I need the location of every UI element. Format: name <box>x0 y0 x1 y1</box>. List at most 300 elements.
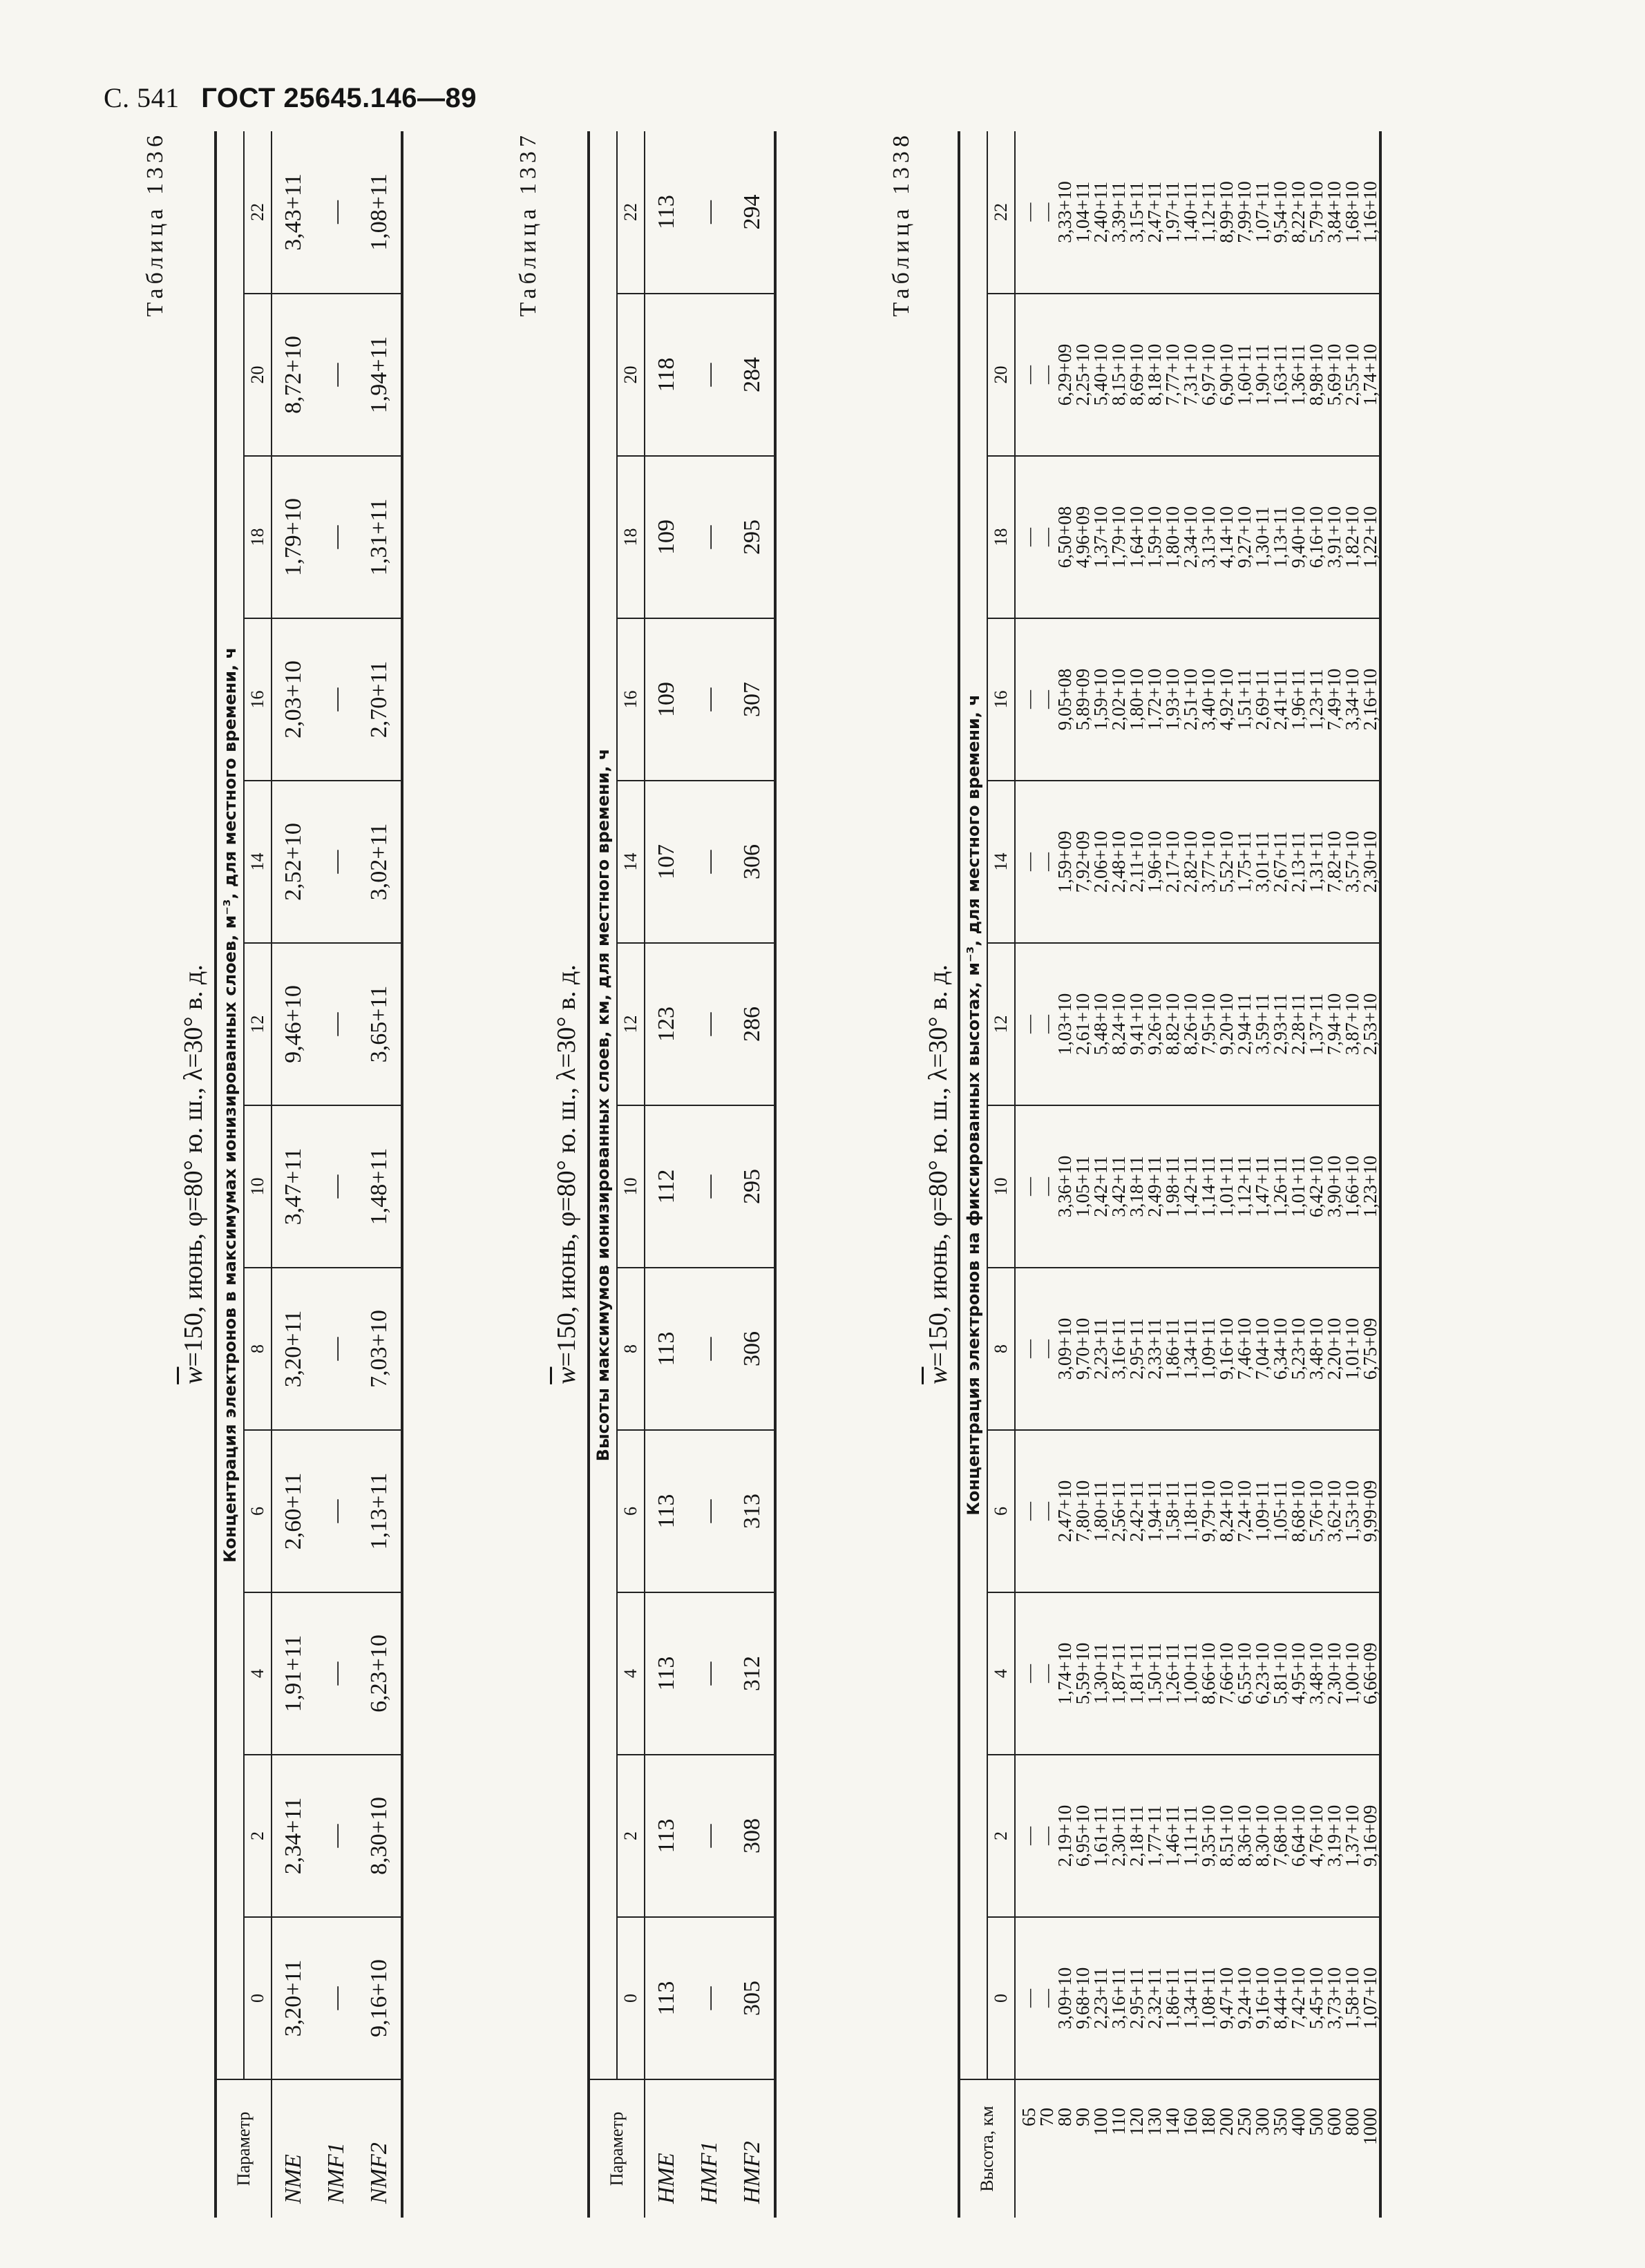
height-header: Высота, км <box>959 2079 1015 2218</box>
table-cell: 1,61+11 <box>1092 1755 1110 1917</box>
table-cell: 2,48+10 <box>1110 781 1128 943</box>
param-header: Параметр <box>216 2079 272 2218</box>
table-cell: 6,55+10 <box>1235 1592 1253 1755</box>
height-value: 350 <box>1270 2108 1291 2136</box>
height-value: 80 <box>1054 2108 1075 2126</box>
hour-header: 18 <box>617 456 645 618</box>
height-value: 130 <box>1144 2108 1165 2136</box>
table-cell: 2,02+10 <box>1110 618 1128 781</box>
table-cell: 2,20+10 <box>1325 1268 1343 1430</box>
height-value: 200 <box>1216 2108 1237 2136</box>
table-cell: 2,40+11 <box>1092 131 1110 294</box>
table-cell: 6,42+10 <box>1307 1105 1325 1268</box>
table-row <box>315 131 358 2218</box>
table-cell: 3,40+10 <box>1199 618 1217 781</box>
table-cell: 312 <box>731 1592 775 1755</box>
table-cell: 2,28+11 <box>1289 943 1307 1105</box>
table-cell: 305 <box>731 1917 775 2079</box>
hour-header: 0 <box>987 1917 1015 2079</box>
table-title <box>546 131 587 2218</box>
table-cell: 3,09+10 <box>1056 1268 1074 1430</box>
table-cell: 4,76+10 <box>1307 1755 1325 1917</box>
hour-header: 14 <box>617 781 645 943</box>
table-cell: 1,68+10 <box>1343 131 1361 294</box>
table-cell: 3,48+10 <box>1307 1268 1325 1430</box>
table-cell: 9,20+10 <box>1217 943 1235 1105</box>
hour-header: 20 <box>987 294 1015 456</box>
table-cell: 3,42+11 <box>1110 1105 1128 1268</box>
table-cell: 286 <box>731 943 775 1105</box>
table-cell: 9,26+10 <box>1145 943 1163 1105</box>
table-cell: 1,80+10 <box>1128 618 1145 781</box>
hour-header: 0 <box>617 1917 645 2079</box>
table-cell: 2,55+10 <box>1343 294 1361 456</box>
title-text: =150, июнь, φ=80° ю. ш., λ=30° в. д. <box>924 964 953 1367</box>
table-cell: 9,40+10 <box>1289 456 1307 618</box>
table-cell: — <box>1038 1592 1056 1755</box>
table-cell: 2,47+11 <box>1145 131 1163 294</box>
table-cell: — <box>1015 1592 1038 1755</box>
table-caption: Таблица 1338 <box>888 131 914 317</box>
table-cell: 6,75+09 <box>1361 1268 1380 1430</box>
table-cell: — <box>1038 618 1056 781</box>
table-cell: 8,22+10 <box>1289 131 1307 294</box>
hour-header: 4 <box>987 1592 1015 1755</box>
table-cell: 5,52+10 <box>1217 781 1235 943</box>
table-cell: 1,37+10 <box>1343 1755 1361 1917</box>
table-cell: 1,12+11 <box>1235 1105 1253 1268</box>
table-cell: 7,82+10 <box>1325 781 1343 943</box>
table-cell: 2,19+10 <box>1056 1755 1074 1917</box>
table-cell: 113 <box>645 1755 688 1917</box>
table-cell: — <box>315 1430 358 1592</box>
table-cell: 2,95+11 <box>1128 1917 1145 2079</box>
table-cell: — <box>1015 618 1038 781</box>
table-cell: 7,42+10 <box>1289 1917 1307 2079</box>
table-cell: 1,05+11 <box>1271 1430 1289 1592</box>
height-value: 140 <box>1162 2108 1183 2136</box>
table-cell: 306 <box>731 1268 775 1430</box>
table-cell: 1,77+11 <box>1145 1755 1163 1917</box>
table-cell: 7,49+10 <box>1325 618 1343 781</box>
table-cell: 1,31+11 <box>1307 781 1325 943</box>
table-cell: 1,46+11 <box>1163 1755 1181 1917</box>
table-cell: — <box>1038 1105 1056 1268</box>
table-row <box>272 131 315 2218</box>
height-value: 1000 <box>1360 2108 1380 2145</box>
table-cell: 2,25+10 <box>1074 294 1092 456</box>
hour-header: 10 <box>244 1105 272 1268</box>
table-row <box>1217 131 1235 2218</box>
table-cell: 2,34+11 <box>272 1755 315 1917</box>
table-cell: 7,04+10 <box>1253 1268 1271 1430</box>
table-cell: 1,23+10 <box>1361 1105 1380 1268</box>
table-cell: — <box>688 618 731 781</box>
table-cell: 1,00+10 <box>1343 1592 1361 1755</box>
table-cell: 1,75+11 <box>1235 781 1253 943</box>
table-caption: Таблица 1336 <box>142 131 168 317</box>
height-value: 800 <box>1342 2108 1362 2136</box>
table-cell: 1,13+11 <box>358 1430 402 1592</box>
table-1337-block <box>511 131 777 2218</box>
table-row <box>688 131 731 2218</box>
table-cell: 3,02+11 <box>358 781 402 943</box>
table-cell: 5,45+10 <box>1307 1917 1325 2079</box>
table-cell: 3,39+11 <box>1110 131 1128 294</box>
group-header: Концентрация электронов в максимумах ионизированных слоев, м⁻³, для местного времени, ч <box>216 131 244 2079</box>
table-cell: 9,16+09 <box>1361 1755 1380 1917</box>
group-header: Концентрация электронов на фиксированных высотах, м⁻³, для местного времени, ч <box>959 131 987 2079</box>
table-cell: 3,20+11 <box>272 1268 315 1430</box>
table-cell: 3,34+10 <box>1343 618 1361 781</box>
table-cell: — <box>1015 131 1038 294</box>
table-cell: 3,01+11 <box>1253 781 1271 943</box>
table-cell: 113 <box>645 131 688 294</box>
table-cell: 8,44+10 <box>1271 1917 1289 2079</box>
table-cell: 1,36+11 <box>1289 294 1307 456</box>
table-cell: — <box>688 943 731 1105</box>
table-cell: 3,15+11 <box>1128 131 1145 294</box>
table-cell: 1,08+11 <box>1199 1917 1217 2079</box>
table-cell: 8,66+10 <box>1199 1592 1217 1755</box>
hour-header: 10 <box>987 1105 1015 1268</box>
table-cell: 9,70+10 <box>1074 1268 1092 1430</box>
table-cell: 8,99+10 <box>1217 131 1235 294</box>
table-cell: — <box>315 1105 358 1268</box>
table-cell: 308 <box>731 1755 775 1917</box>
table-cell: 9,16+10 <box>358 1917 402 2079</box>
table-cell: 1,31+11 <box>358 456 402 618</box>
hour-header: 20 <box>244 294 272 456</box>
table-cell: 4,95+10 <box>1289 1592 1307 1755</box>
table-cell: 1,22+10 <box>1361 456 1380 618</box>
table-cell: — <box>688 456 731 618</box>
table-cell: 2,51+10 <box>1181 618 1199 781</box>
table-cell: 2,16+10 <box>1361 618 1380 781</box>
table-cell: 1,13+11 <box>1271 456 1289 618</box>
hour-header: 18 <box>244 456 272 618</box>
table-cell: 1,53+10 <box>1343 1430 1361 1592</box>
hour-header: 8 <box>617 1268 645 1430</box>
table-cell: 1,08+11 <box>358 131 402 294</box>
table-cell: — <box>1038 781 1056 943</box>
height-value: 250 <box>1234 2108 1255 2136</box>
table-row <box>1015 131 1038 2218</box>
table-cell: — <box>315 456 358 618</box>
param-name: NME <box>280 2154 306 2204</box>
table-cell: 6,29+09 <box>1056 294 1074 456</box>
table-cell: 6,50+08 <box>1056 456 1074 618</box>
table-cell: 118 <box>645 294 688 456</box>
table-cell: 2,23+11 <box>1092 1917 1110 2079</box>
table-cell: — <box>1038 1917 1056 2079</box>
table-cell: 1,82+10 <box>1343 456 1361 618</box>
table-cell: — <box>1038 1755 1056 1917</box>
table-cell: 3,36+10 <box>1056 1105 1074 1268</box>
table-cell: 2,56+11 <box>1110 1430 1128 1592</box>
table-cell: 1,94+11 <box>358 294 402 456</box>
table-cell: 6,66+09 <box>1361 1592 1380 1755</box>
table-cell: 1,96+11 <box>1289 618 1307 781</box>
table-cell: 295 <box>731 456 775 618</box>
table-1336 <box>214 131 403 2218</box>
table-cell: — <box>688 1755 731 1917</box>
height-value: 70 <box>1036 2108 1057 2126</box>
table-row <box>731 131 775 2218</box>
hour-header: 4 <box>244 1592 272 1755</box>
table-cell: 2,94+11 <box>1235 943 1253 1105</box>
hour-header: 4 <box>617 1592 645 1755</box>
height-value: 120 <box>1126 2108 1147 2136</box>
table-cell: 1,93+10 <box>1163 618 1181 781</box>
table-cell: 2,70+11 <box>358 618 402 781</box>
hour-header: 22 <box>987 131 1015 294</box>
table-cell: 5,59+10 <box>1074 1592 1092 1755</box>
table-cell: 3,16+11 <box>1110 1268 1128 1430</box>
table-cell: 3,77+10 <box>1199 781 1217 943</box>
table-cell: 2,03+10 <box>272 618 315 781</box>
table-cell: 9,16+10 <box>1253 1917 1271 2079</box>
table-cell: 7,68+10 <box>1271 1755 1289 1917</box>
table-cell: — <box>688 1105 731 1268</box>
table-cell: 2,52+10 <box>272 781 315 943</box>
table-cell: 6,95+10 <box>1074 1755 1092 1917</box>
table-cell: 7,31+10 <box>1181 294 1199 456</box>
table-row <box>1271 131 1289 2218</box>
table-cell: 3,57+10 <box>1343 781 1361 943</box>
table-cell: — <box>688 1430 731 1592</box>
table-cell: 2,93+11 <box>1271 943 1289 1105</box>
table-cell: — <box>688 781 731 943</box>
hour-header: 8 <box>244 1268 272 1430</box>
table-cell: 2,18+11 <box>1128 1755 1145 1917</box>
table-cell: 2,06+10 <box>1092 781 1110 943</box>
table-cell: 8,30+10 <box>358 1755 402 1917</box>
hour-header: 20 <box>617 294 645 456</box>
table-cell: 9,16+10 <box>1217 1268 1235 1430</box>
hour-header: 16 <box>244 618 272 781</box>
table-cell: 1,48+11 <box>358 1105 402 1268</box>
table-row <box>1199 131 1217 2218</box>
table-cell: 2,30+10 <box>1325 1592 1343 1755</box>
table-row <box>1128 131 1145 2218</box>
table-cell: 1,11+11 <box>1181 1755 1199 1917</box>
table-cell: 1,12+11 <box>1199 131 1217 294</box>
table-cell: 2,30+11 <box>1110 1755 1128 1917</box>
table-row <box>1235 131 1253 2218</box>
table-title <box>173 131 214 2218</box>
table-cell: — <box>1038 943 1056 1105</box>
table-cell: 1,60+11 <box>1235 294 1253 456</box>
table-cell: 7,66+10 <box>1217 1592 1235 1755</box>
table-cell: 2,61+10 <box>1074 943 1092 1105</box>
hour-header: 14 <box>987 781 1015 943</box>
table-cell: — <box>1015 294 1038 456</box>
table-cell: 1,63+11 <box>1271 294 1289 456</box>
table-cell: 1,50+11 <box>1145 1592 1163 1755</box>
hour-header: 10 <box>617 1105 645 1268</box>
table-cell: 2,69+11 <box>1253 618 1271 781</box>
table-cell: 9,99+09 <box>1361 1430 1380 1592</box>
table-cell: 113 <box>645 1592 688 1755</box>
table-cell: 1,34+11 <box>1181 1917 1199 2079</box>
table-cell: 1,79+10 <box>1110 456 1128 618</box>
table-cell: 3,91+10 <box>1325 456 1343 618</box>
hour-header: 12 <box>617 943 645 1105</box>
hour-header: 16 <box>987 618 1015 781</box>
table-row <box>1181 131 1199 2218</box>
table-row <box>1110 131 1128 2218</box>
table-cell: 3,59+11 <box>1253 943 1271 1105</box>
table-cell: 1,23+11 <box>1307 618 1325 781</box>
table-cell: 1,94+11 <box>1145 1430 1163 1592</box>
table-cell: 1,01+11 <box>1217 1105 1235 1268</box>
table-cell: 2,23+11 <box>1092 1268 1110 1430</box>
table-cell: 1,09+11 <box>1253 1430 1271 1592</box>
title-symbol: $\overline{w}$ <box>179 1366 208 1384</box>
table-cell: 1,80+11 <box>1092 1430 1110 1592</box>
table-cell: 8,36+10 <box>1235 1755 1253 1917</box>
table-cell: 6,34+10 <box>1271 1268 1289 1430</box>
table-cell: 1,96+10 <box>1145 781 1163 943</box>
table-cell: — <box>688 131 731 294</box>
table-cell: 1,01+11 <box>1289 1105 1307 1268</box>
table-cell: 3,73+10 <box>1325 1917 1343 2079</box>
gost-number: ГОСТ 25645.146—89 <box>201 83 477 113</box>
height-value: 110 <box>1108 2108 1129 2135</box>
table-cell: 5,23+10 <box>1289 1268 1307 1430</box>
table-cell: 1,59+10 <box>1145 456 1163 618</box>
table-cell: 5,69+10 <box>1325 294 1343 456</box>
table-1338-block <box>884 131 1382 2218</box>
title-text: =150, июнь, φ=80° ю. ш., λ=30° в. д. <box>552 964 581 1367</box>
table-cell: 1,16+10 <box>1361 131 1380 294</box>
table-row <box>1056 131 1074 2218</box>
table-cell: 1,58+11 <box>1163 1430 1181 1592</box>
table-cell: 1,81+11 <box>1128 1592 1145 1755</box>
table-cell: — <box>315 1592 358 1755</box>
table-cell: 7,46+10 <box>1235 1268 1253 1430</box>
table-cell: — <box>1015 1430 1038 1592</box>
height-value: 300 <box>1252 2108 1273 2136</box>
table-cell: 7,03+10 <box>358 1268 402 1430</box>
hour-header: 2 <box>617 1755 645 1917</box>
table-cell: 9,35+10 <box>1199 1755 1217 1917</box>
param-name: HMF2 <box>739 2141 765 2204</box>
table-cell: 8,72+10 <box>272 294 315 456</box>
param-name: NMF1 <box>323 2142 349 2204</box>
table-cell: 3,62+10 <box>1325 1430 1343 1592</box>
table-cell: 1,14+11 <box>1199 1105 1217 1268</box>
table-cell: 1,37+10 <box>1092 456 1110 618</box>
table-cell: 1,74+10 <box>1361 294 1380 456</box>
table-cell: 3,90+10 <box>1325 1105 1343 1268</box>
param-name: HME <box>654 2153 679 2204</box>
table-cell: — <box>688 1592 731 1755</box>
table-cell: 1,86+11 <box>1163 1268 1181 1430</box>
table-cell: — <box>315 1917 358 2079</box>
table-cell: 8,51+10 <box>1217 1755 1235 1917</box>
table-row <box>1307 131 1325 2218</box>
table-cell: 294 <box>731 131 775 294</box>
table-cell: 5,81+10 <box>1271 1592 1289 1755</box>
group-header: Высоты максимумов ионизированных слоев, км, для местного времени, ч <box>589 131 617 2079</box>
table-cell: 1,03+10 <box>1056 943 1074 1105</box>
height-value: 600 <box>1324 2108 1344 2136</box>
param-name: NMF2 <box>366 2142 392 2204</box>
table-cell: 1,86+11 <box>1163 1917 1181 2079</box>
hour-header: 8 <box>987 1268 1015 1430</box>
table-cell: 8,26+10 <box>1181 943 1199 1105</box>
table-cell: 112 <box>645 1105 688 1268</box>
table-row <box>1361 131 1380 2218</box>
title-symbol: $\overline{w}$ <box>924 1366 953 1384</box>
table-cell: 1,90+11 <box>1253 294 1271 456</box>
table-cell: 8,30+10 <box>1253 1755 1271 1917</box>
table-cell: 3,87+10 <box>1343 943 1361 1105</box>
table-cell: 5,48+10 <box>1092 943 1110 1105</box>
table-cell: 2,17+10 <box>1163 781 1181 943</box>
hour-header: 2 <box>987 1755 1015 1917</box>
table-cell: 8,18+10 <box>1145 294 1163 456</box>
table-cell: 1,00+11 <box>1181 1592 1199 1755</box>
height-value: 160 <box>1180 2108 1201 2136</box>
table-1337 <box>587 131 777 2218</box>
height-value: 90 <box>1072 2108 1093 2126</box>
table-cell: 8,82+10 <box>1163 943 1181 1105</box>
table-row <box>1092 131 1110 2218</box>
table-cell: — <box>688 1268 731 1430</box>
table-cell: — <box>1015 1105 1038 1268</box>
table-cell: 6,16+10 <box>1307 456 1325 618</box>
table-cell: 1,09+11 <box>1199 1268 1217 1430</box>
hour-header: 14 <box>244 781 272 943</box>
table-cell: — <box>1015 943 1038 1105</box>
table-cell: 1,51+11 <box>1235 618 1253 781</box>
height-value: 100 <box>1090 2108 1111 2136</box>
table-cell: 3,13+10 <box>1199 456 1217 618</box>
table-cell: 3,48+10 <box>1307 1592 1325 1755</box>
table-cell: 107 <box>645 781 688 943</box>
table-cell: 109 <box>645 456 688 618</box>
table-cell: 1,07+10 <box>1361 1917 1380 2079</box>
table-cell: — <box>315 294 358 456</box>
table-cell: 3,20+11 <box>272 1917 315 2079</box>
hour-header: 6 <box>617 1430 645 1592</box>
table-cell: 1,42+11 <box>1181 1105 1199 1268</box>
table-row <box>1343 131 1361 2218</box>
table-cell: 1,98+11 <box>1163 1105 1181 1268</box>
table-cell: 5,40+10 <box>1092 294 1110 456</box>
table-cell: 2,60+11 <box>272 1430 315 1592</box>
table-cell: 3,43+11 <box>272 131 315 294</box>
table-cell: 2,30+10 <box>1361 781 1380 943</box>
table-row <box>358 131 402 2218</box>
table-cell: — <box>1015 456 1038 618</box>
table-cell: 123 <box>645 943 688 1105</box>
table-cell: — <box>315 618 358 781</box>
table-cell: 6,90+10 <box>1217 294 1235 456</box>
table-cell: 1,74+10 <box>1056 1592 1074 1755</box>
table-cell: 4,96+09 <box>1074 456 1092 618</box>
param-name: HMF1 <box>696 2141 722 2204</box>
table-cell: 284 <box>731 294 775 456</box>
table-cell: 1,64+10 <box>1128 456 1145 618</box>
table-cell: 113 <box>645 1430 688 1592</box>
table-cell: 1,97+11 <box>1163 131 1181 294</box>
table-cell: 3,84+10 <box>1325 131 1343 294</box>
table-cell: 9,47+10 <box>1217 1917 1235 2079</box>
